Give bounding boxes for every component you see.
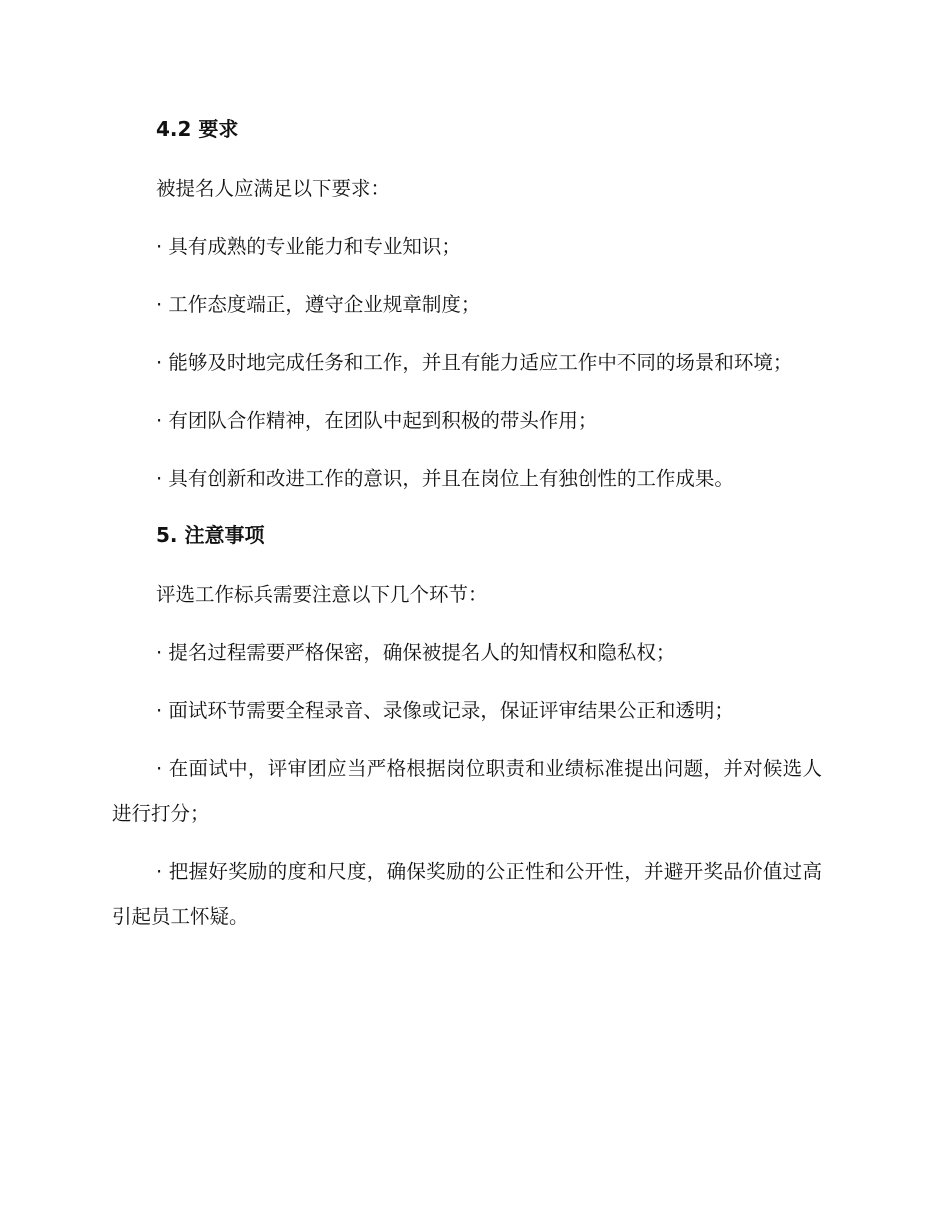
requirement-item: · 能够及时地完成任务和工作，并且有能力适应工作中不同的场景和环境；	[156, 351, 793, 374]
notice-item: · 提名过程需要严格保密，确保被提名人的知情权和隐私权；	[156, 641, 676, 664]
section-intro-5: 评选工作标兵需要注意以下几个环节：	[156, 583, 488, 606]
requirement-item: · 具有成熟的专业能力和专业知识；	[156, 235, 461, 258]
document-body	[112, 108, 822, 952]
section-heading-4-2: 4.2 要求	[156, 117, 239, 141]
requirement-item: · 工作态度端正，遵守企业规章制度；	[156, 293, 481, 316]
notice-item: · 在面试中，评审团应当严格根据岗位职责和业绩标准提出问题，并对候选人进行打分；	[112, 757, 822, 825]
requirement-item: · 具有创新和改进工作的意识，并且在岗位上有独创性的工作成果。	[156, 467, 734, 490]
requirement-item: · 有团队合作精神，在团队中起到积极的带头作用；	[156, 409, 598, 432]
notice-item: · 面试环节需要全程录音、录像或记录，保证评审结果公正和透明；	[156, 699, 734, 722]
notice-item: · 把握好奖励的度和尺度，确保奖励的公正性和公开性，并避开奖品价值过高引起员工怀疑。	[112, 860, 822, 928]
section-intro-4-2: 被提名人应满足以下要求：	[156, 177, 391, 200]
section-heading-5: 5. 注意事项	[156, 523, 265, 547]
